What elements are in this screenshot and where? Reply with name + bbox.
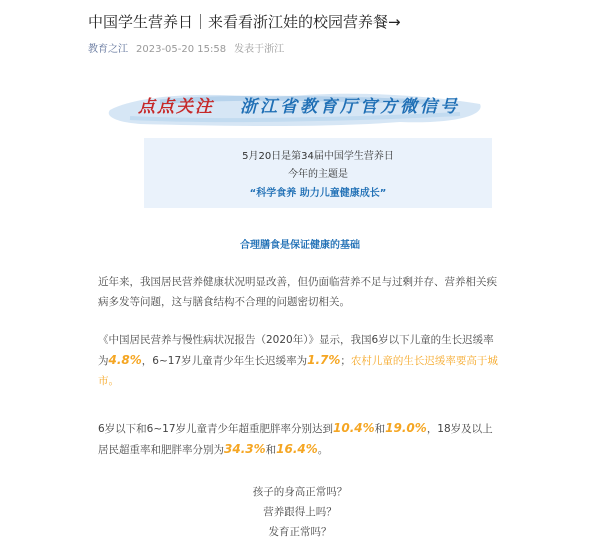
paragraph-3 — [98, 418, 498, 460]
question-nutrition: 营养跟得上吗？ — [263, 506, 337, 518]
stat-adult-overweight: 34.3% — [224, 442, 266, 456]
p2-text-c: ； — [340, 355, 351, 367]
theme-intro-line: 今年的主题是 — [288, 169, 348, 180]
p3-text-e: 。 — [317, 444, 329, 456]
p3-text-c: ，18岁及以上居民超重率和肥胖率分别为 — [98, 423, 493, 456]
p2-text-a: 《中国居民营养与慢性病状况报告（2020年）》显示，我国6岁以下儿童的生长迟缓率为 — [98, 334, 494, 367]
stat-adult-obesity: 16.4% — [276, 442, 318, 456]
p3-text-d: 和 — [265, 444, 277, 456]
question-development: 发育正常吗？ — [268, 526, 332, 538]
p2-text-b: ，6~17岁儿童青少年生长迟缓率为 — [141, 355, 308, 367]
stat-stunting-under6: 4.8% — [108, 353, 142, 367]
theme-date-line: 5月20日是第34届中国学生营养日 — [242, 151, 394, 162]
question-height: 孩子的身高正常吗？ — [252, 486, 348, 498]
author-link[interactable]: 教育之江 — [88, 44, 128, 55]
p3-text-a: 6岁以下和6~17岁儿童青少年超重肥胖率分别达到 — [98, 423, 334, 435]
paragraph-2 — [98, 330, 498, 391]
article-title: 中国学生营养日｜来看看浙江娃的校园营养餐→ — [88, 13, 401, 31]
follow-banner — [100, 84, 490, 132]
banner-account-text: 浙江省教育厅官方微信号 — [240, 97, 460, 117]
p3-text-b: 和 — [374, 423, 386, 435]
theme-box — [144, 138, 492, 208]
publish-time: 2023-05-20 15:58 — [136, 44, 227, 55]
rural-stunting-highlight: 农村儿童的生长迟缓率要高于城市。 — [98, 355, 498, 387]
stat-obesity-6-17: 19.0% — [385, 421, 427, 435]
banner-follow-text: 点点关注 — [138, 97, 214, 117]
section-heading: 合理膳食是保证健康的基础 — [240, 240, 360, 251]
article-meta — [88, 40, 284, 55]
theme-slogan: “科学食养 助力儿童健康成长” — [249, 188, 387, 199]
stat-stunting-6-17: 1.7% — [307, 353, 341, 367]
publish-location: 发表于浙江 — [234, 44, 285, 55]
paragraph-1: 近年来，我国居民营养健康状况明显改善，但仍面临营养不足与过剩并存、营养相关疾病多发等问题，这与膳食结构不合理的问题密切相关。 — [98, 276, 497, 308]
stat-obesity-under6: 10.4% — [333, 421, 375, 435]
